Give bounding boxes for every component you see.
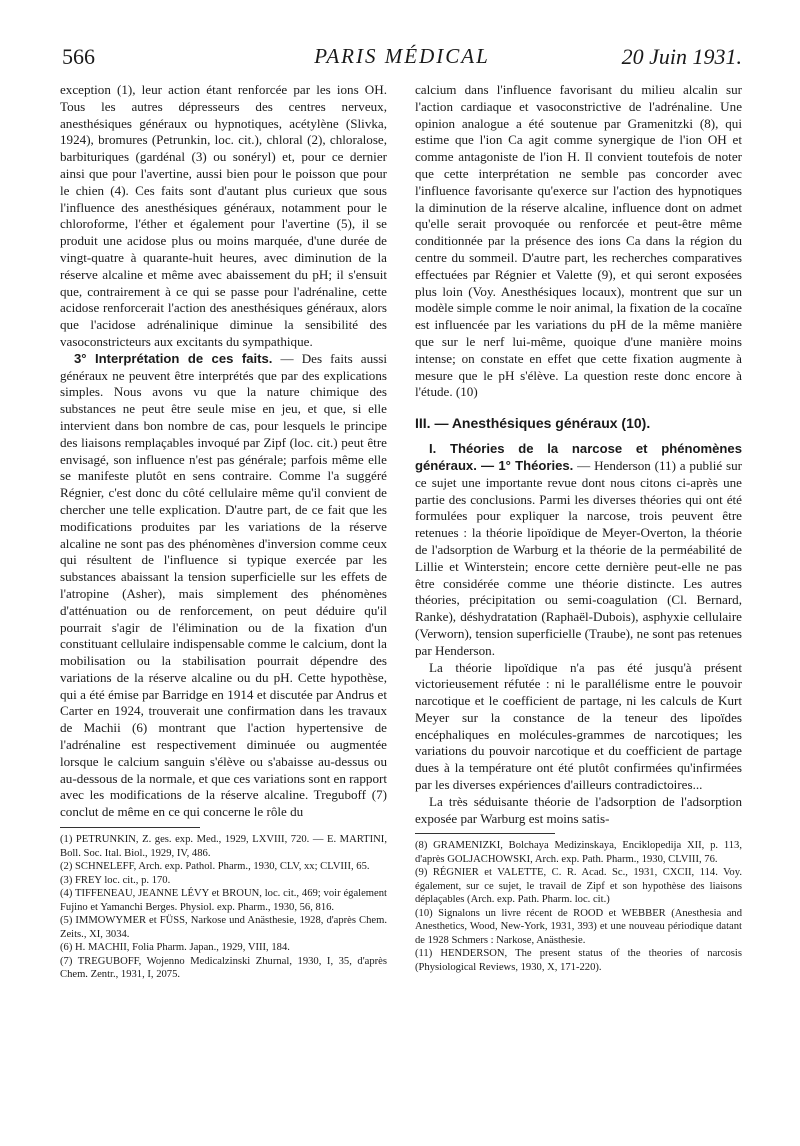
footnote: (7) TREGUBOFF, Wojenno Medicalzinski Zhurnal, 1930, I, 35, d'après Chem. Zentr., 1931, I, 2075. <box>60 955 387 981</box>
right-footnotes <box>415 839 742 974</box>
footnote: (1) PETRUNKIN, Z. ges. exp. Med., 1929, LXVIII, 720. — E. MARTINI, Boll. Soc. Ital. Biol., 1929, IV, 486. <box>60 834 387 859</box>
page-number: 566 <box>62 44 95 69</box>
journal-title: PARIS MÉDICAL <box>314 44 490 68</box>
section-3-paragraph <box>60 351 387 821</box>
footnote: (3) FREY loc. cit., p. 170. <box>60 874 171 886</box>
issue-date: 20 Juin 1931. <box>621 44 742 69</box>
footnote-rule <box>415 833 555 834</box>
footnote: (10) Signalons un livre récent de ROOD et WEBBER (Anesthesia and Anesthetics, Wood, New-York, 1931, 393) et une nouveau périodique datant de 1928 Schmers : Narkose, Anästhesie. <box>415 907 742 946</box>
body-paragraph: La très séduisante théorie de l'adsorption de l'adsorption exposée par Warburg est moins satis- <box>415 793 742 826</box>
body-paragraph: calcium dans l'influence favorisant du milieu alcalin sur l'action cardiaque et vasoconstrictive de l'adrénaline. Une opinion analogue a été soutenue par Gramenitzki (8), qui estime que l'ion Ca agit comme synergique de l'ion OH et comme antagoniste de l'ion H. Il convient toutefois de noter que cette interprétation ne semble pas concorder avec l'influence favorisante qu'exerce sur l'action des hypnotiques la diminution de la réserve alcaline, influence dont on admet qu'elle serait provoquée ou renforcée et peut-être même conditionnée par la présence des ions Ca dans la région du centre du sommeil. D'autre part, les recherches comparatives effectuées par Régnier et Valette (9), et qui seront exposées plus loin (Voy. Anesthésiques locaux), montrent que sur un modèle simple comme le noir animal, la fixation de la cocaïne est influencée par les variations du pH de la même manière que sur le nerf lui-même, quoique d'une manière moins intense; on constate en effet que cette fixation augmente à mesure que le pH s'élève. La question reste donc encore à l'étude. (10) <box>415 82 742 400</box>
section-3-heading: 3° Interprétation de ces faits. <box>74 350 273 366</box>
footnote: (5) IMMOWYMER et FÜSS, Narkose und Anästhesie, 1928, d'après Chem. Zeits., XI, 3034. <box>60 915 387 940</box>
section-3-text: — Des faits aussi généraux ne peuvent être interprétés que par des explications simples. Nous avons vu que la nature chimique des substances ne peut être seule mise en jeu, et que, si elle intervient dans bon nombre de cas, pour lesquels le principe des liaisons remplaçables invoqué par Zipf (loc. cit.) peut être envisagé, son influence n'est pas générale; parfois même elle se manifeste plutôt en sens contraire. Comme l'a suggéré Régnier, c'est donc du côté cellulaire même qu'il convient de chercher une telle explication. D'autre part, de ce fait que les modifications produites par les variations de la réserve alcaline ne sont pas des phénomènes d'inversion comme ceux qui résultent de l'influence si typique exercée par les substances abaissant la tension superficielle sur les effets de l'atropine (Asher), mais simplement des phénomènes d'atténuation ou de renforcement, on peut déduire qu'il pourrait s'agir de l'élimination ou de la fixation d'un constituant cellulaire indispensable comme le calcium, dont la mobilisation ou la stabilisation pourrait dépendre des variations de la réserve alcaline ou du pH. Cette hypothèse, qui a été émise par Barridge en 1914 et discutée par Andrus et Carter en 1924, trouverait une confirmation dans les travaux de Machii (6) montrant que l'action hypertensive de l'adrénaline est respectivement diminuée ou augmentée lorsque le calcium sanguin s'élève ou s'abaisse au-dessus ou au-dessous de la normale, et que ces variations sont en rapport avec les modifications de la réserve alcaline. Treguboff (7) conclut de même en ce qui concerne le rôle du <box>60 350 387 820</box>
body-paragraph: exception (1), leur action étant renforcée par les ions OH. Tous les autres dépresseurs des centres nerveux, anesthésiques généraux ou hypnotiques, acétylène (Slivka, 1924), bromures (Petrunkin, loc. cit.), chloral (2), chloralose, barbituriques (gardénal (3) ou sonéryl) et, pour ce dernier ainsi que pour l'avertine, aussi bien pour le poisson que pour le chien (4). Ces faits sont d'autant plus curieux que sous l'influence des anesthésiques généraux, notamment pour le chloroforme, l'éther et également pour l'avertine (5), il se produit une acidose plus ou moins marquée, d'une durée de vingt-quatre à quarante-huit heures, avec diminution de la réserve alcaline et même avec abaissement du pH; il s'ensuit que, contrairement à ce qui se passe pour l'adrénaline, cette acidose renforcerait l'action des anesthésiques généraux, alors que l'acidose adrénalinique diminue la sensibilité des vasoconstricteurs aux excitants du sympathique. <box>60 82 387 349</box>
section-heading: III. — Anesthésiques généraux (10). <box>415 415 651 432</box>
footnote: (6) H. MACHII, Folia Pharm. Japan., 1929, VIII, 184. <box>60 942 290 954</box>
footnote-rule <box>60 827 200 828</box>
footnote: (11) HENDERSON, The present status of the theories of narcosis (Physiological Reviews, 1930, X, 171-220). <box>415 948 742 973</box>
subheading: I. Théories de la narcose et phénomènes généraux. — 1° Théories. <box>415 441 742 473</box>
theories-paragraph <box>415 441 742 659</box>
footnote: (4) TIFFENEAU, JEANNE LÉVY et BROUN, loc. cit., 469; voir également Fujino et Yamanchi Berges. Physiol. exp. Pharm., 1930, 56, 816. <box>60 888 387 913</box>
left-column <box>60 82 387 982</box>
footnote: (2) SCHNELEFF, Arch. exp. Pathol. Pharm., 1930, CLV, xx; CLVIII, 65. <box>60 861 370 873</box>
page-header <box>62 44 742 78</box>
right-column <box>415 82 742 974</box>
footnote: (8) GRAMENIZKI, Bolchaya Medizinskaya, Enciklopedija XII, p. 113, d'après GOLJACHOWSKI, Arch. exp. Path. Pharm., 1930, CLVIII, 76. <box>415 840 742 865</box>
body-paragraph: La théorie lipoïdique n'a pas été jusqu'à présent victorieusement réfutée : ni le parallélisme entre le pouvoir narcotique et le coefficient de partage, ni les calculs de Kurt Meyer sur la constance de la teneur des lipoïdes encéphaliques en molécules-grammes de narcotiques; les variations du pouvoir narcotique et du coefficient de partage dues à la température ont été plutôt confirmées qu'infirmées par les diverses expériences d'ailleurs contradictoires... <box>415 659 742 793</box>
subheading-text: — Henderson (11) a publié sur ce sujet une importante revue dont nous citons ci-après une partie des conclusions. Parmi les diverses théories qui ont été formulées pour expliquer la narcose, trois peuvent être retenues : la théorie lipoïdique de Meyer-Overton, la théorie de l'adsorption de Warburg et la théorie de la perméabilité de Lillie et Winterstein; encore cette dernière peut-elle ne pas être considérée comme une théorie distincte. Les autres théories, précipitation ou semi-coagulation (Cl. Bernard, Ranke), déshydratation (Raphaël-Dubois), asphyxie cellulaire (Verworn), tension superficielle (Traube), ne sont pas retenues par Henderson. <box>415 457 742 658</box>
left-footnotes <box>60 833 387 982</box>
footnote: (9) RÉGNIER et VALETTE, C. R. Acad. Sc., 1931, CXCII, 114. Voy. également, sur ce sujet, le travail de Zipf et son hypothèse des liaisons déplaçables (Arch. exp. Path. Pharm. loc. cit.) <box>415 867 742 906</box>
